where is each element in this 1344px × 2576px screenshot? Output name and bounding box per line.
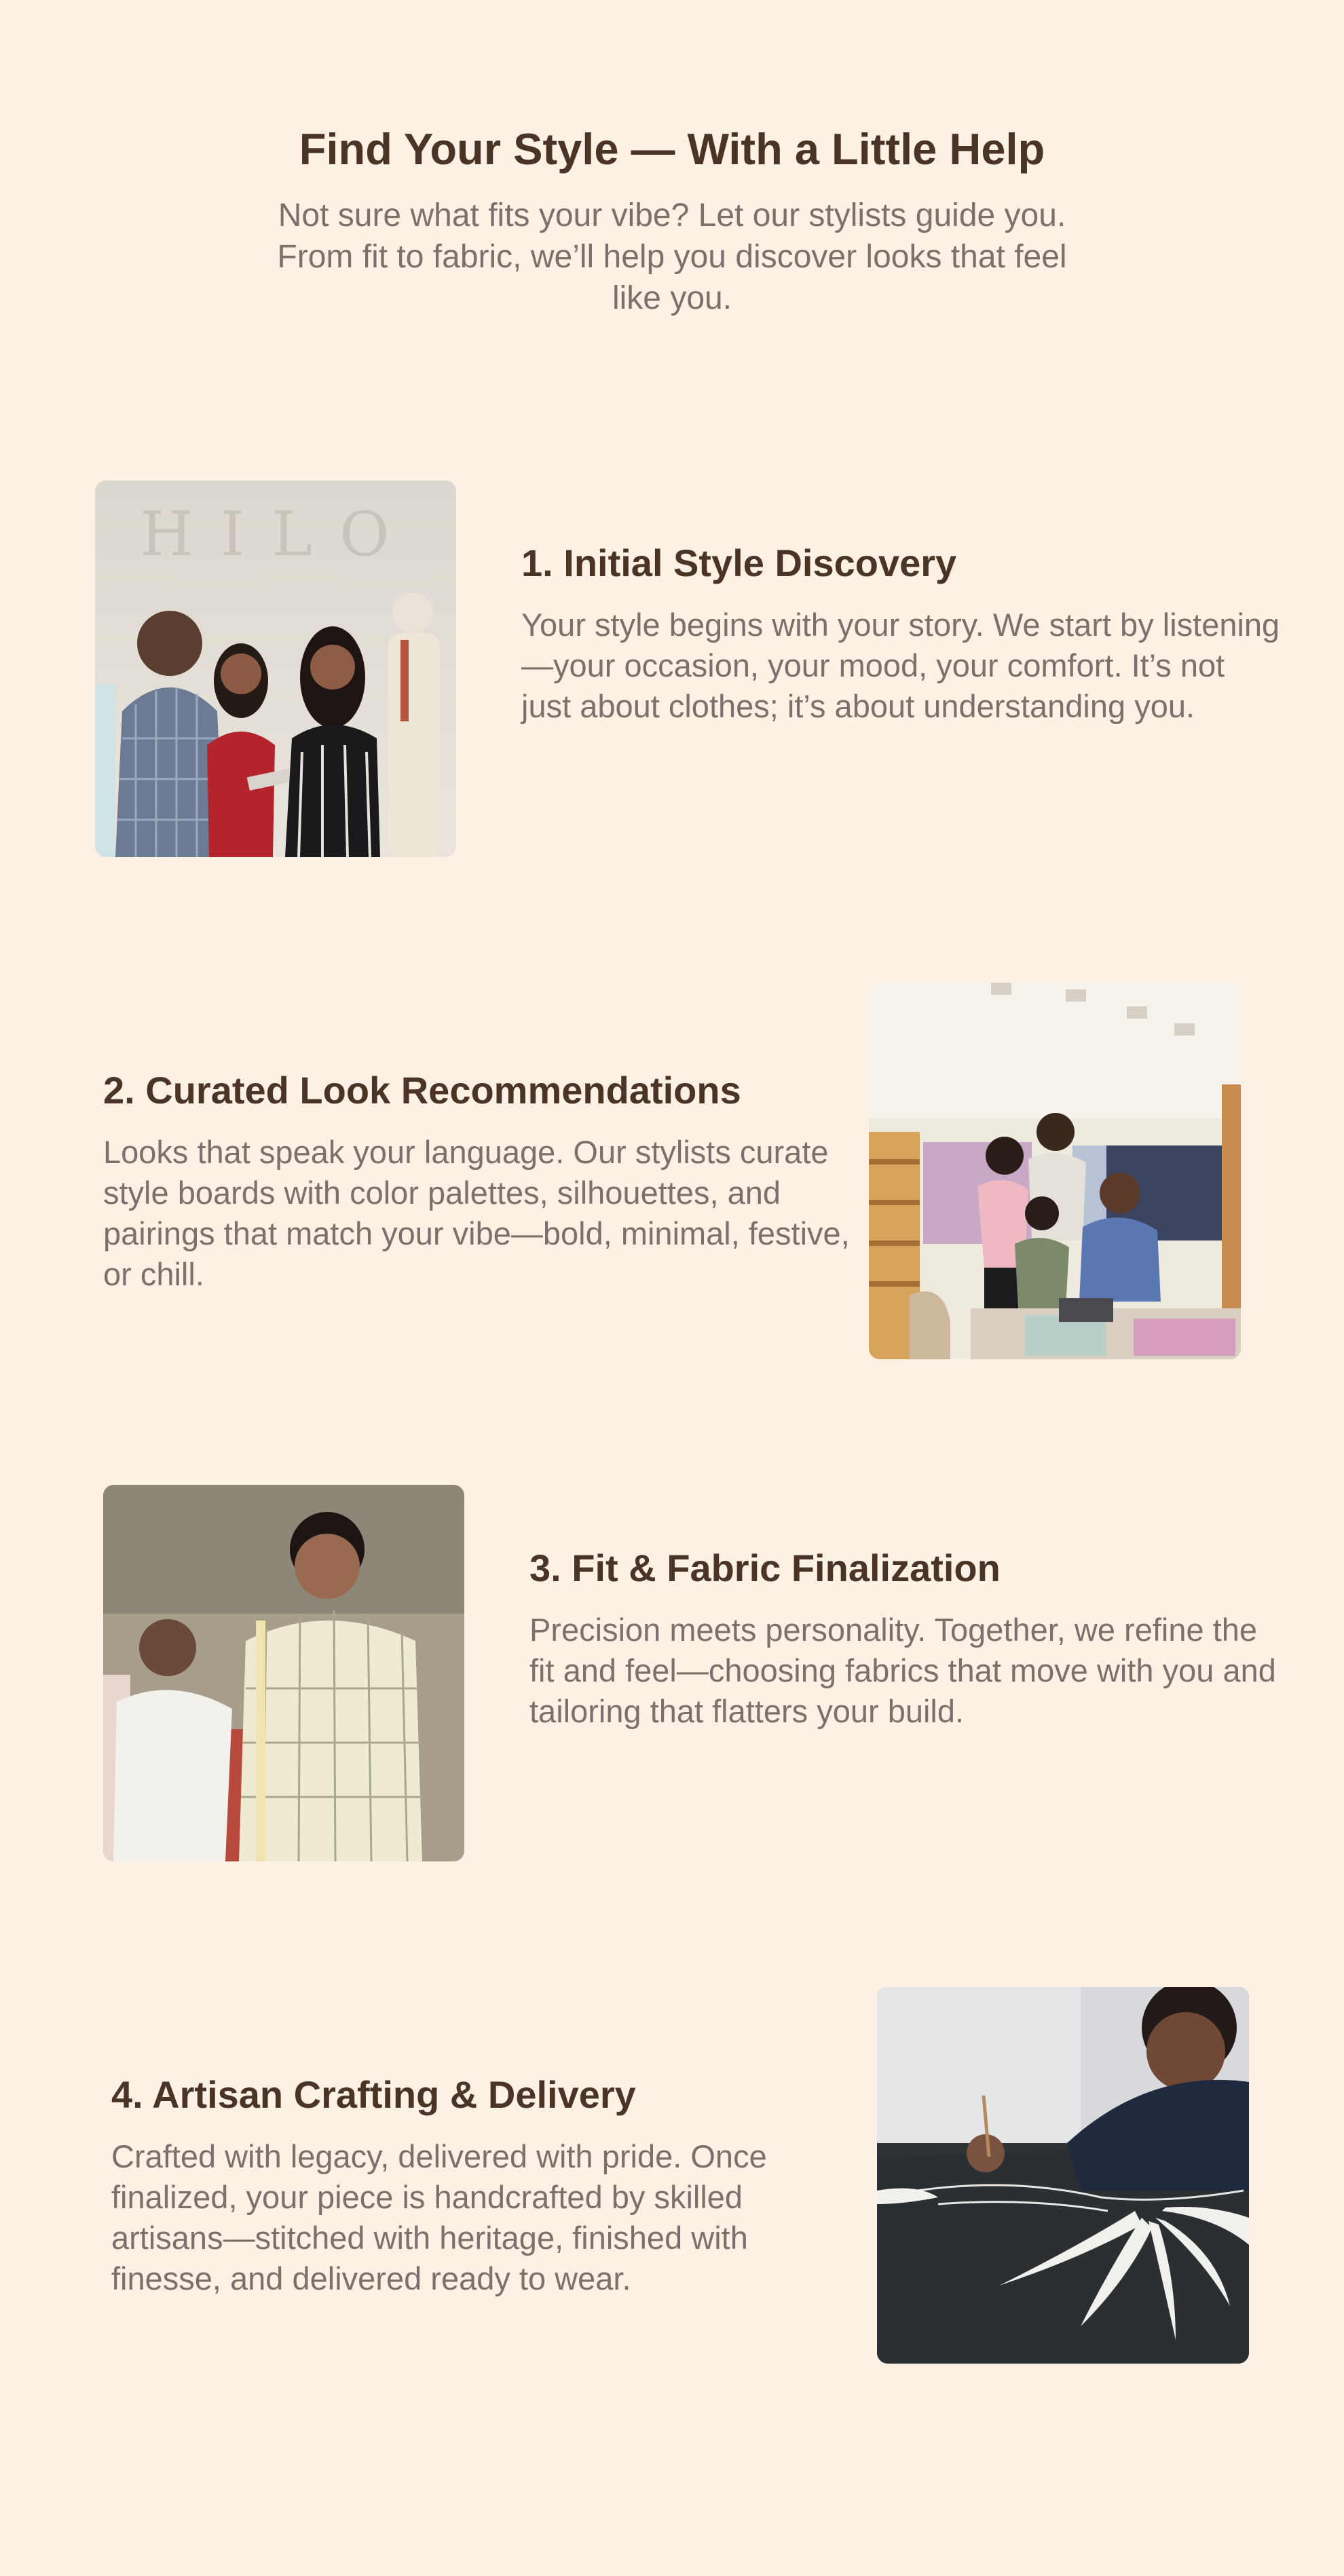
step-4-description: Crafted with legacy, delivered with pride. Once finalized, your piece is handcrafted by skilled artisans—stitched with heritage, finished with finesse, and delivered ready to wear. [111, 2138, 767, 2296]
step-2-title: 2. Curated Look Recommendations [103, 1069, 741, 1112]
step-3-title: 3. Fit & Fabric Finalization [529, 1547, 1001, 1589]
step-3-description: Precision meets personality. Together, we refine the fit and feel—choosing fabrics that move with you and tailoring that flatters your build. [529, 1612, 1276, 1729]
step-4 [111, 2071, 851, 2299]
step-1-title: 1. Initial Style Discovery [521, 542, 957, 584]
step-1-description: Your style begins with your story. We start by listening—your occasion, your mood, your comfort. It’s not just about clothes; it’s about understanding you. [521, 607, 1280, 724]
page-title: Find Your Style — With a Little Help [299, 124, 1045, 174]
wall-logo-text: HILO [140, 499, 417, 570]
hero-section [0, 119, 1344, 319]
step-2-description: Looks that speak your language. Our stylists curate style boards with color palettes, silhouettes, and pairings that match your vibe—bold, minimal, festive, or chill. [103, 1134, 850, 1292]
step-4-photo [877, 1987, 1249, 2364]
step-3-photo [103, 1485, 464, 1861]
step-1-photo [95, 480, 456, 857]
step-2-photo [869, 983, 1241, 1359]
step-1 [521, 539, 1282, 727]
step-3 [529, 1545, 1283, 1732]
step-4-title: 4. Artisan Crafting & Delivery [111, 2073, 636, 2116]
page-subtitle: Not sure what fits your vibe? Let our stylists guide you. From fit to fabric, we’ll help you discover looks that feel like you. [277, 197, 1067, 316]
step-2 [103, 1067, 857, 1295]
